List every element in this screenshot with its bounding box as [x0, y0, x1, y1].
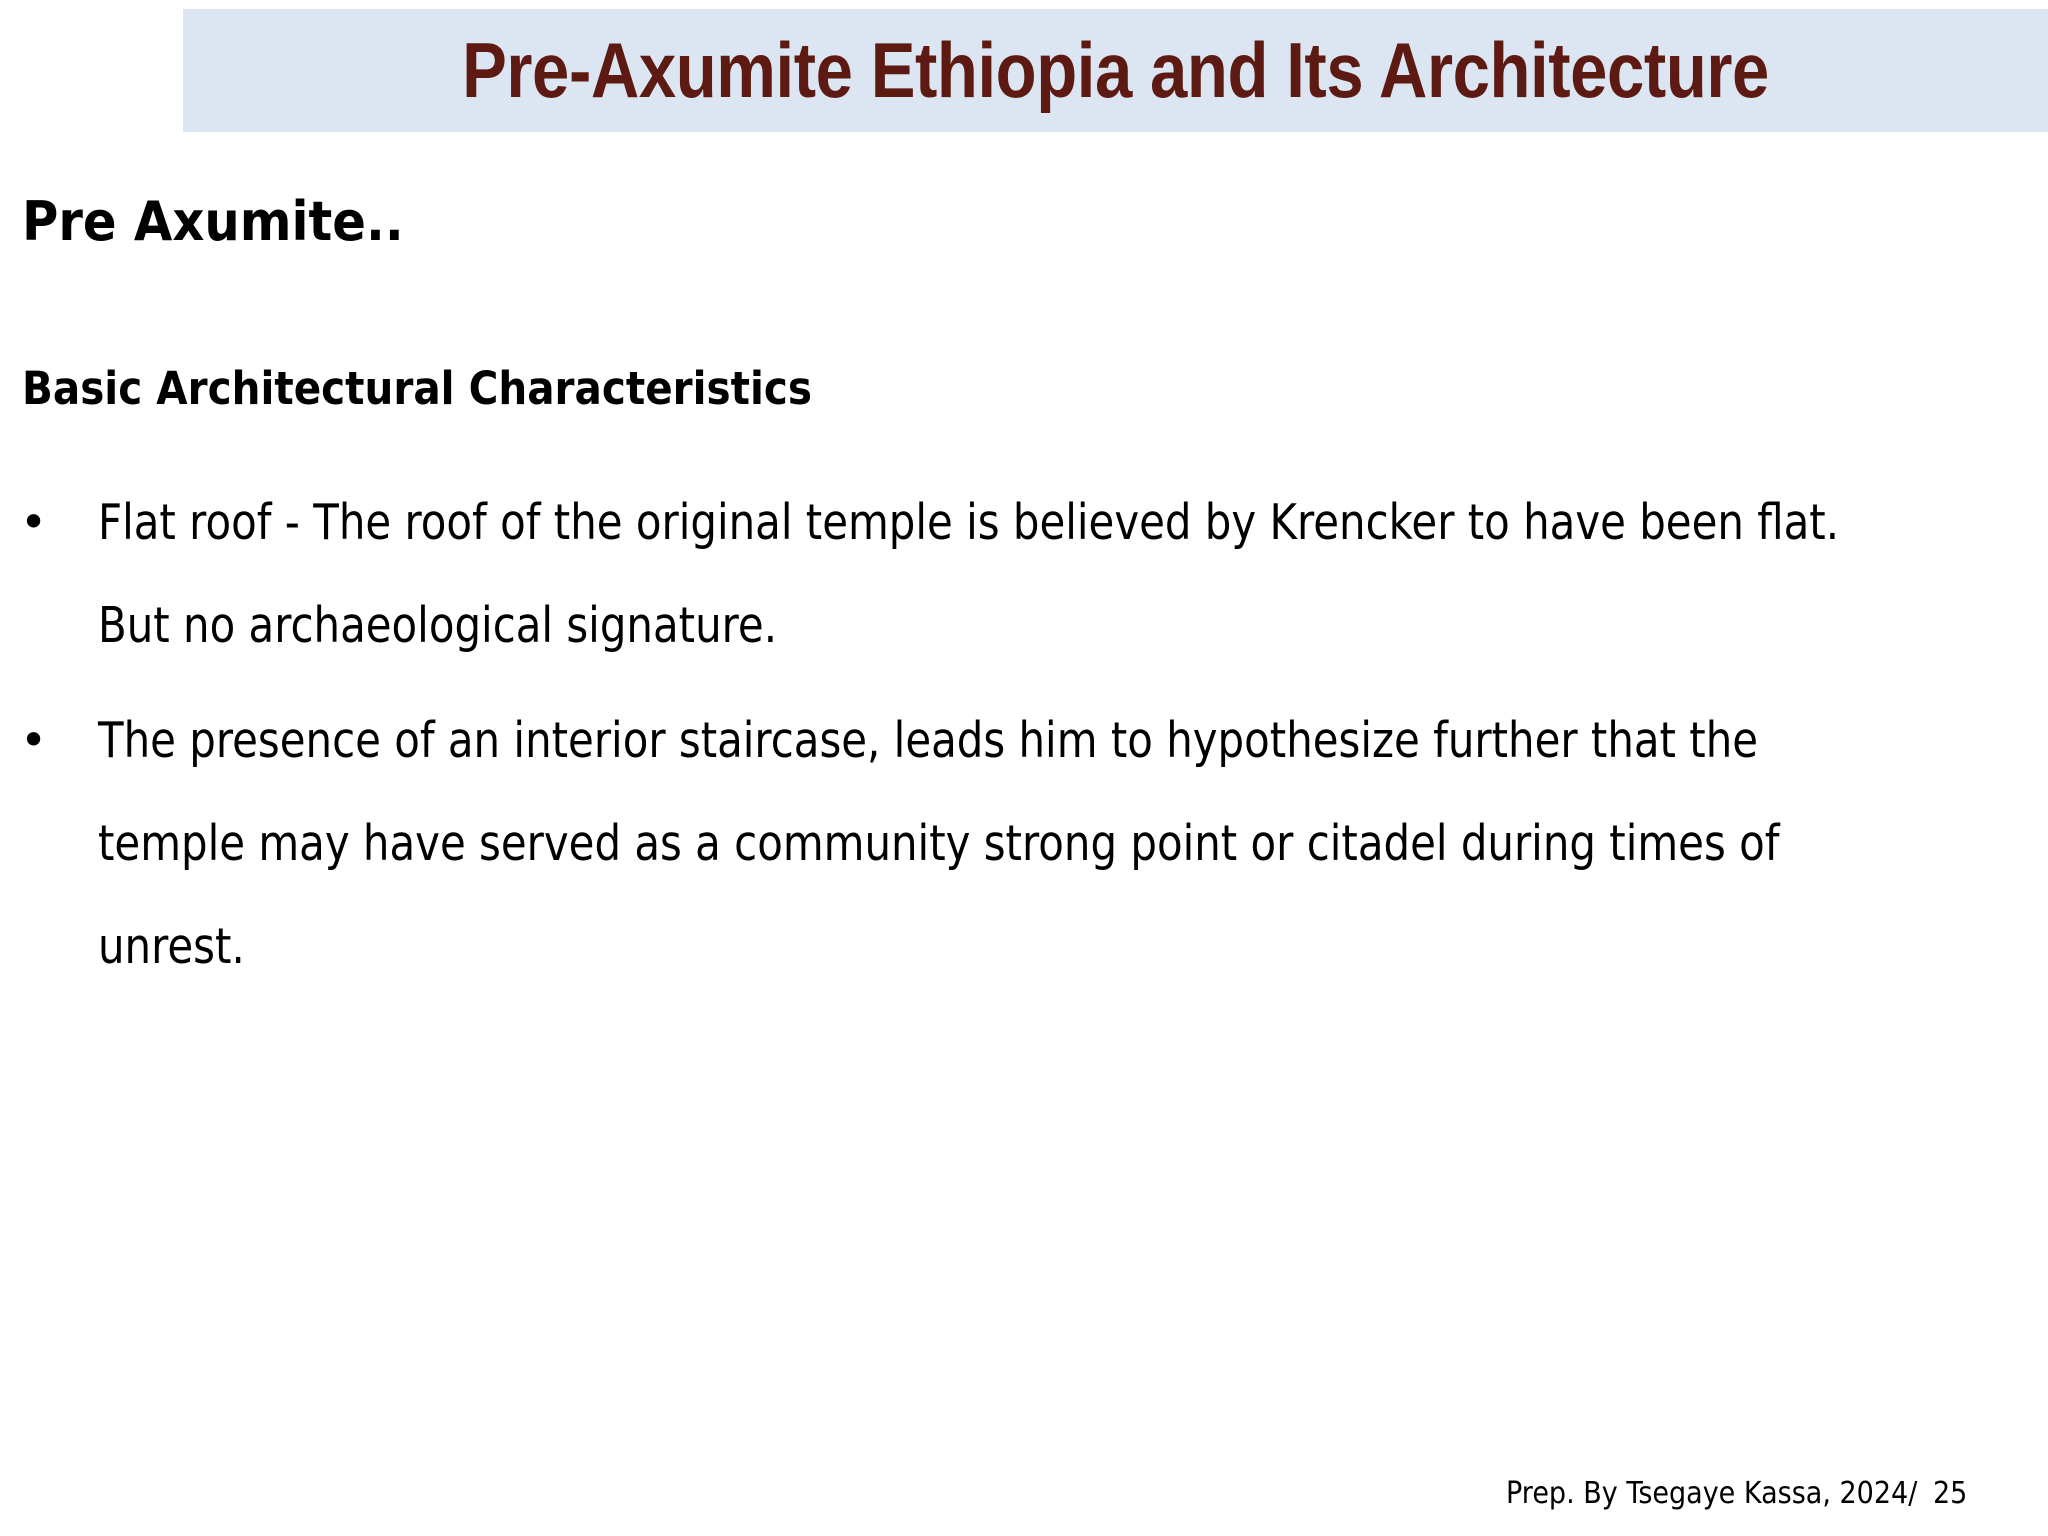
subheading: Basic Architectural Characteristics	[22, 362, 812, 415]
bullet-text: Flat roof - The roof of the original temple is believed by Krencker to have been flat. But no archaeological signature.	[98, 494, 1840, 654]
bullet-text: The presence of an interior staircase, leads him to hypothesize further that the temple may have served as a community strong point or citadel during times of unrest.	[98, 712, 1780, 975]
footer-credit: Prep. By Tsegaye Kassa, 2024/	[1506, 1476, 1918, 1511]
bullet-list	[0, 471, 2048, 1010]
bullet-marker: •	[20, 495, 48, 549]
section-heading: Pre Axumite..	[22, 190, 404, 253]
bullet-item-interior-staircase	[0, 689, 2048, 998]
bullet-item-flat-roof	[0, 471, 2048, 677]
page-number: 25	[1933, 1476, 1968, 1511]
slide-title: Pre-Axumite Ethiopia and Its Architecture	[462, 26, 1769, 114]
bullet-marker: •	[20, 713, 48, 767]
